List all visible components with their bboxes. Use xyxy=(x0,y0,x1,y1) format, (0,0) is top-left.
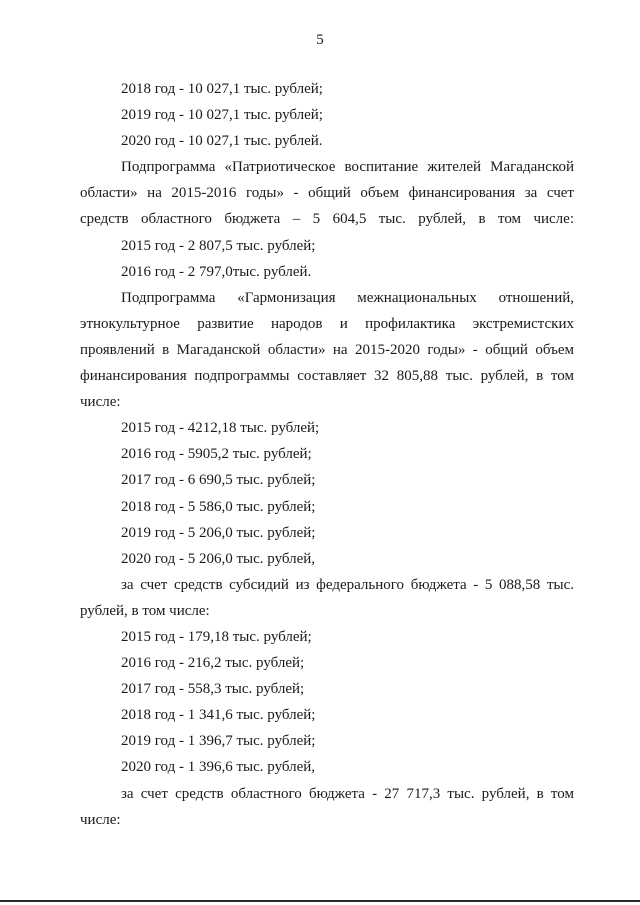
budget-year-line: 2016 год - 5905,2 тыс. рублей; xyxy=(121,446,312,463)
subprogram-harmonization-paragraph xyxy=(80,285,574,415)
paragraph-line: рублей, в том числе: xyxy=(80,602,210,619)
paragraph-line: Подпрограмма «Гармонизация межнациональных отношений, xyxy=(121,289,574,306)
budget-year-line: 2017 год - 6 690,5 тыс. рублей; xyxy=(121,472,316,489)
budget-year-line: 2018 год - 5 586,0 тыс. рублей; xyxy=(121,498,316,515)
budget-year-line: 2018 год - 10 027,1 тыс. рублей; xyxy=(121,81,323,97)
subprogram-patriotic-paragraph xyxy=(80,154,574,232)
page-bottom-edge xyxy=(0,900,640,902)
budget-year-line: 2019 год - 5 206,0 тыс. рублей; xyxy=(121,524,316,541)
document-body xyxy=(80,76,574,833)
budget-year-line: 2020 год - 5 206,0 тыс. рублей, xyxy=(121,550,316,567)
budget-year-line: 2019 год - 10 027,1 тыс. рублей; xyxy=(121,107,323,124)
paragraph-line: проявлений в Магаданской области» на 2015-2020 годы» - общий объем xyxy=(80,341,574,358)
paragraph-line: средств областного бюджета – 5 604,5 тыс. рублей, в том числе: xyxy=(80,211,574,228)
budget-year-line: 2016 год - 216,2 тыс. рублей; xyxy=(121,655,305,672)
budget-year-line: 2016 год - 2 797,0тыс. рублей. xyxy=(121,263,312,280)
paragraph-line: за счет средств субсидий из федерального бюджета - 5 088,58 тыс. xyxy=(121,576,574,593)
paragraph-line: области» на 2015-2016 годы» - общий объем финансирования за счет xyxy=(80,185,574,202)
paragraph-line: этнокультурное развитие народов и профилактика экстремистских xyxy=(80,315,574,332)
regional-funding-paragraph xyxy=(80,781,574,833)
paragraph-line: числе: xyxy=(80,394,121,411)
budget-year-line: 2020 год - 1 396,6 тыс. рублей, xyxy=(121,759,316,776)
paragraph-line: числе: xyxy=(80,811,121,828)
federal-funding-paragraph xyxy=(80,572,574,624)
budget-year-line: 2020 год - 10 027,1 тыс. рублей. xyxy=(121,133,323,150)
paragraph-line: финансирования подпрограммы составляет 32 805,88 тыс. рублей, в том xyxy=(80,368,574,385)
budget-year-line: 2015 год - 179,18 тыс. рублей; xyxy=(121,628,312,645)
budget-year-line: 2015 год - 4212,18 тыс. рублей; xyxy=(121,420,320,437)
budget-year-line: 2017 год - 558,3 тыс. рублей; xyxy=(121,681,305,698)
budget-year-line: 2015 год - 2 807,5 тыс. рублей; xyxy=(121,237,316,254)
budget-year-line: 2019 год - 1 396,7 тыс. рублей; xyxy=(121,733,316,750)
paragraph-line: Подпрограмма «Патриотическое воспитание жителей Магаданской xyxy=(121,159,574,176)
budget-year-line: 2018 год - 1 341,6 тыс. рублей; xyxy=(121,707,316,724)
paragraph-line: за счет средств областного бюджета - 27 717,3 тыс. рублей, в том xyxy=(121,785,574,802)
page-number: 5 xyxy=(316,32,324,48)
